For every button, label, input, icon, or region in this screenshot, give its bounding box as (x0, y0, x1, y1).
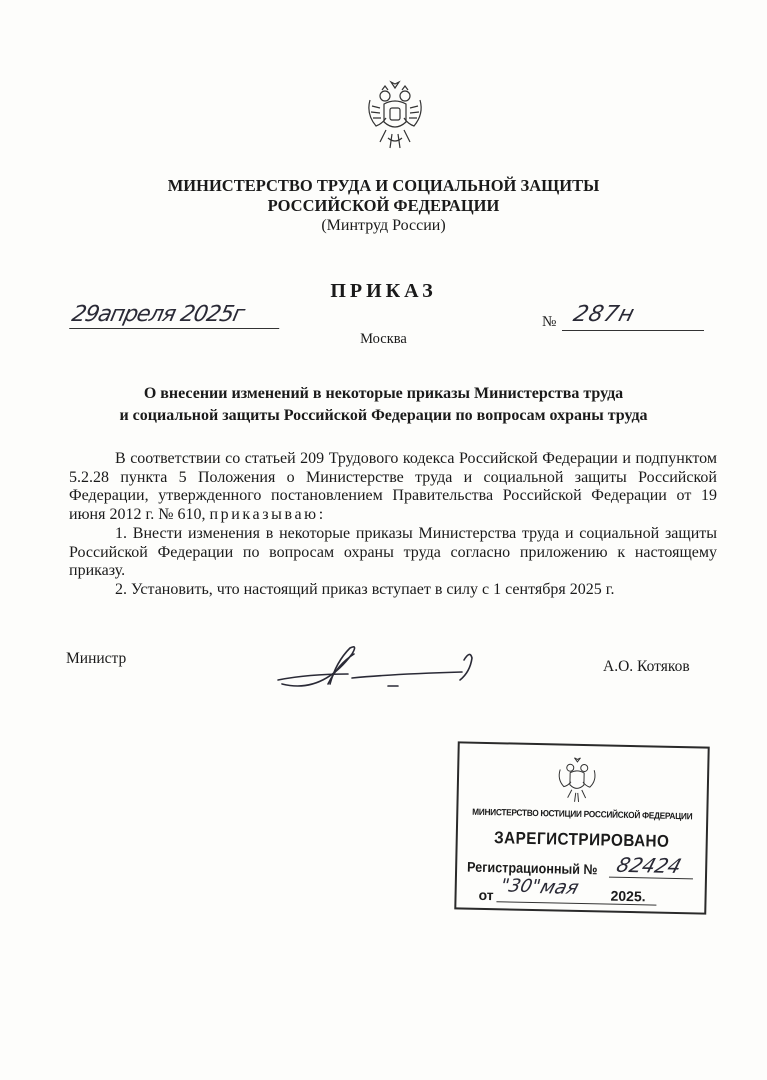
stamp-date-day-handwritten: "30" (498, 875, 543, 898)
stamp-ministry-name: МИНИСТЕРСТВО ЮСТИЦИИ РОССИЙСКОЙ ФЕДЕРАЦИИ (472, 806, 693, 822)
order-body (69, 450, 717, 600)
document-type: ПРИКАЗ (330, 280, 437, 302)
stamp-registered-label: ЗАРЕГИСТРИРОВАНО (493, 828, 670, 851)
stamp-date-year: 2025. (610, 887, 646, 905)
stamp-reg-number-handwritten: 82424 (613, 852, 685, 879)
handwritten-signature (268, 640, 498, 700)
order-title (0, 383, 767, 427)
preamble-paragraph (69, 450, 717, 525)
ministry-line2: РОССИЙСКОЙ ФЕДЕРАЦИИ (267, 196, 500, 215)
orders-word: приказываю: (209, 506, 326, 524)
registration-stamp (454, 741, 709, 914)
order-date-handwritten: 29апреля 2025г (69, 302, 285, 329)
stamp-date-month-handwritten: мая (537, 876, 582, 899)
signatory-name: А.О. Котяков (603, 658, 690, 675)
ministry-line1: МИНИСТЕРСТВО ТРУДА И СОЦИАЛЬНОЙ ЗАЩИТЫ (167, 176, 600, 195)
stamp-reg-number-label: Регистрационный № (466, 858, 598, 878)
russian-coat-of-arms-icon (362, 78, 428, 154)
stamp-date-prefix: от (478, 886, 494, 904)
order-item-1: 1. Внести изменения в некоторые приказы Министерства труда и социальной защиты Российской Федерации по вопросам охраны труда согласно приложению к настоящему приказу. (69, 524, 717, 580)
order-item-2: 2. Установить, что настоящий приказ вступает в силу с 1 сентября 2025 г. (115, 580, 615, 598)
stamp-reg-number-line (609, 877, 693, 880)
order-number-label: № (542, 314, 557, 330)
order-city: Москва (360, 331, 407, 347)
stamp-coat-of-arms-icon (555, 755, 598, 806)
ministry-short-name: (Минтруд России) (321, 217, 446, 234)
preamble-text: В соответствии со статьей 209 Трудового кодекса Российской Федерации и подпунктом 5.2.28 пункта 5 Положения о Министерстве труда и социальной защиты Российской Федерации, утвержденного постановлением Правительства Российской Федерации от 19 июня 2012 г. № 610, (69, 450, 717, 524)
order-number-handwritten: 287н (570, 302, 638, 327)
order-title-line2: и социальной защиты Российской Федерации по вопросам охраны труда (119, 407, 648, 424)
order-title-line1: О внесении изменений в некоторые приказы Министерства труда (143, 385, 624, 402)
ministry-name (0, 176, 767, 216)
signatory-position: Министр (66, 650, 127, 667)
